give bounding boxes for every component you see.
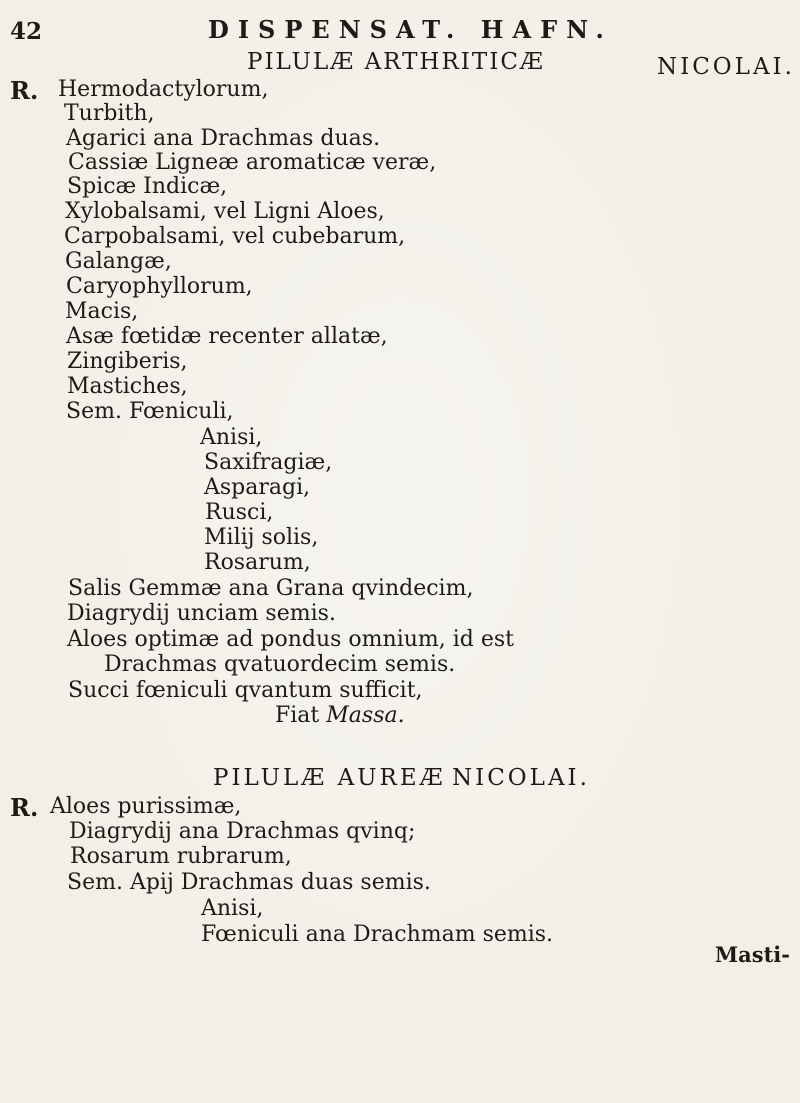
ingredient-line: Sem. Fœniculi, (66, 399, 234, 424)
section-1-title-author: NICOLAI. (657, 54, 795, 80)
ingredient-line: Cassiæ Ligneæ aromaticæ veræ, (68, 150, 437, 175)
page-number: 42 (10, 18, 43, 45)
ingredient-line: Macis, (65, 299, 139, 324)
ingredient-line: Rosarum rubrarum, (70, 844, 292, 869)
ingredient-line: Milij solis, (204, 525, 319, 550)
ingredient-line: Aloes optimæ ad pondus omnium, id est (67, 627, 515, 652)
fiat-label: Fiat (275, 703, 320, 728)
recipe-mark-2: R. (10, 793, 39, 822)
ingredient-line: Saxifragiæ, (204, 450, 333, 475)
ingredient-line: Fœniculi ana Drachmam semis. (201, 922, 554, 947)
ingredient-line: Rusci, (205, 500, 274, 525)
section-1-title: PILULÆ ARTHRITICÆ (247, 49, 545, 75)
recipe-mark-1: R. (10, 76, 39, 105)
ingredient-line: Xylobalsami, vel Ligni Aloes, (65, 199, 385, 224)
catchword: Masti- (714, 942, 790, 967)
ingredient-line: Turbith, (64, 101, 155, 126)
ingredient-line: Sem. Apij Drachmas duas semis. (67, 870, 431, 895)
ingredient-line: Rosarum, (204, 550, 311, 575)
ingredient-line: Diagrydij ana Drachmas qvinq; (69, 819, 416, 844)
ingredient-line: Caryophyllorum, (66, 274, 253, 299)
ingredient-line: Carpobalsami, vel cubebarum, (64, 224, 406, 249)
section-2-title-author: NICOLAI. (452, 765, 590, 791)
ingredient-line: Aloes purissimæ, (50, 794, 242, 819)
ingredient-line: Asparagi, (204, 475, 311, 500)
fiat-line (275, 705, 405, 727)
section-2-title: PILULÆ AUREÆ (213, 765, 446, 791)
ingredient-line: Succi fœniculi qvantum sufficit, (68, 678, 423, 703)
running-title: DISPENSAT. HAFN. (208, 15, 613, 44)
ingredient-line: Diagrydij unciam semis. (67, 601, 336, 626)
ingredient-line: Drachmas qvatuordecim semis. (104, 652, 456, 677)
ingredient-line: Anisi, (201, 896, 264, 921)
ingredient-line: Agarici ana Drachmas duas. (66, 126, 381, 151)
ingredient-line: Hermodactylorum, (58, 77, 269, 102)
ingredient-line: Mastiches, (67, 374, 188, 399)
ingredient-line: Zingiberis, (67, 349, 188, 374)
ingredient-line: Anisi, (200, 425, 263, 450)
ingredient-line: Spicæ Indicæ, (67, 174, 228, 199)
fiat-word: Massa. (326, 703, 405, 728)
ingredient-line: Salis Gemmæ ana Grana qvindecim, (68, 576, 474, 601)
ingredient-line: Galangæ, (65, 249, 172, 274)
ingredient-line: Asæ fœtidæ recenter allatæ, (66, 324, 388, 349)
